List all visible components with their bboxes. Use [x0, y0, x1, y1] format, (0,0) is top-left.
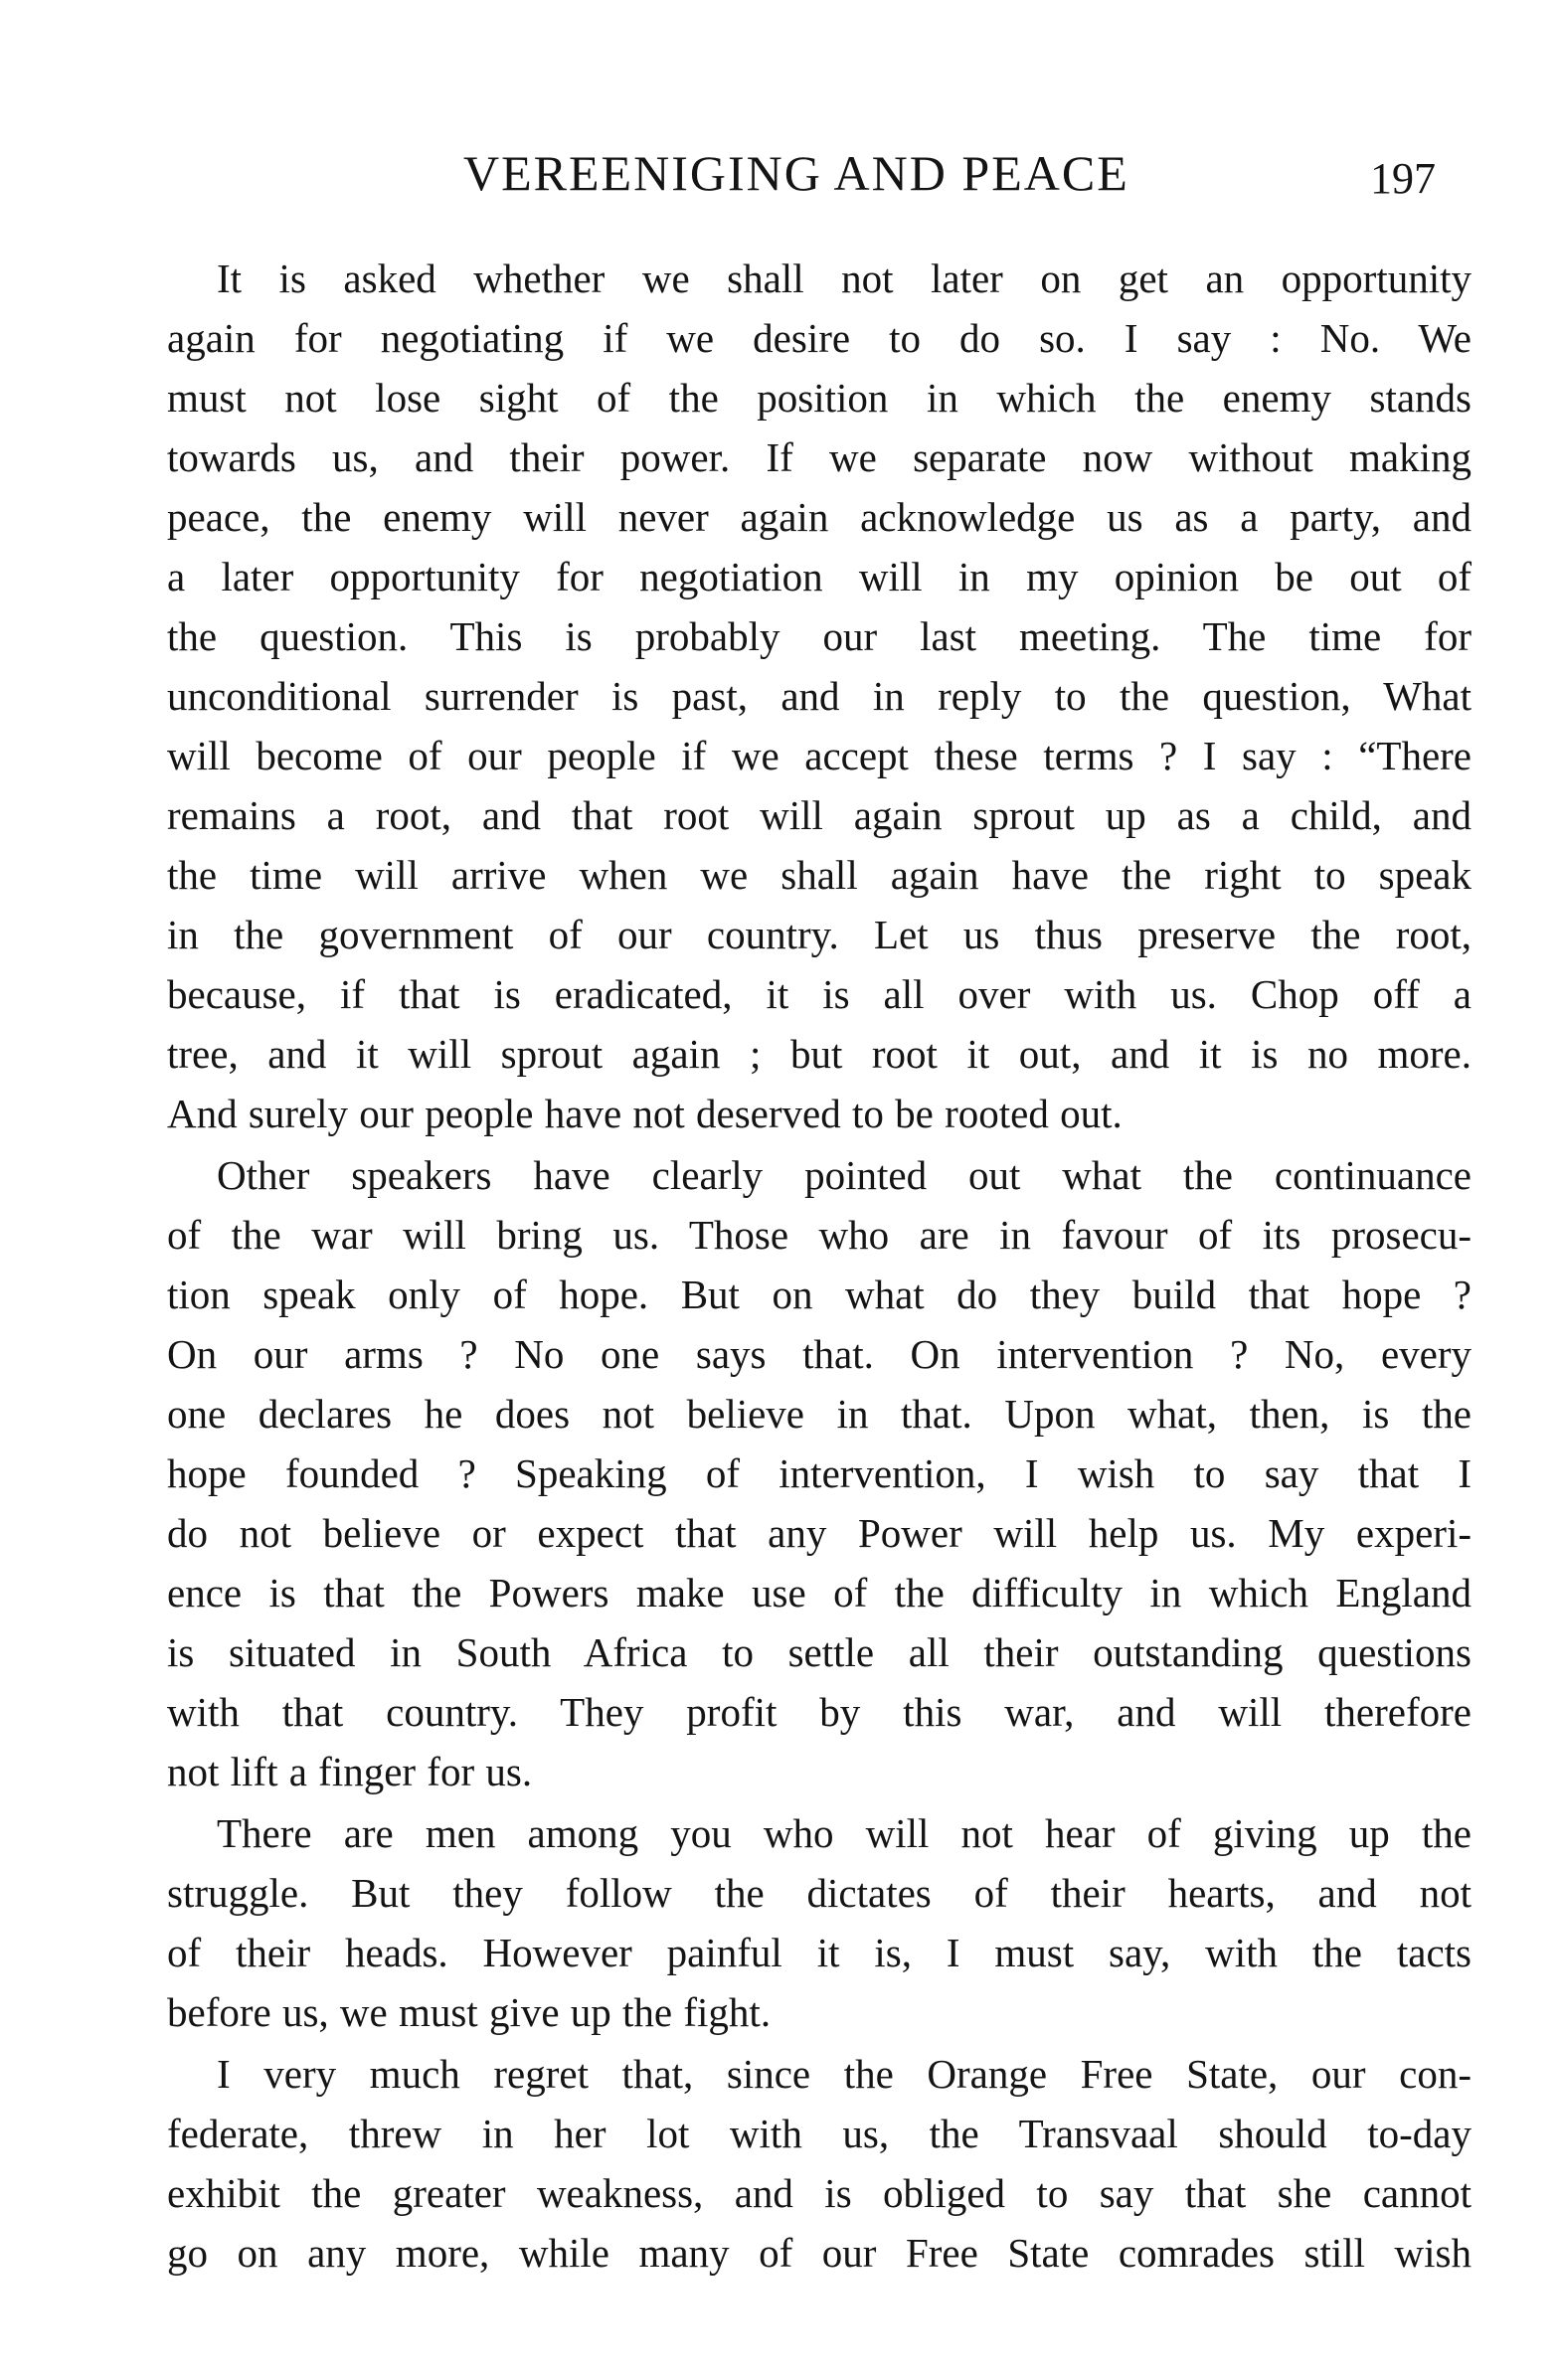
text-line: must not lose sight of the position in which the enemy stands: [167, 375, 1472, 421]
text-line: go on any more, while many of our Free State comrades still wish: [167, 2230, 1472, 2276]
page-number: 197: [1370, 154, 1436, 203]
text-line: tree, and it will sprout again ; but root it out, and it is no more.: [167, 1031, 1472, 1077]
text-line: the time will arrive when we shall again have the right to speak: [167, 852, 1472, 898]
text-line: is situated in South Africa to settle all their outstanding questions: [167, 1629, 1472, 1675]
text-line: peace, the enemy will never again acknowledge us as a party, and: [167, 494, 1472, 540]
body-text: [167, 249, 1472, 2285]
text-line: with that country. They profit by this war, and will therefore: [167, 1689, 1472, 1735]
paragraph: [167, 1145, 1472, 1801]
text-line: in the government of our country. Let us thus preserve the root,: [167, 912, 1472, 957]
text-line: of the war will bring us. Those who are in favour of its prosecu-: [167, 1212, 1472, 1258]
text-line: On our arms ? No one says that. On intervention ? No, every: [167, 1331, 1472, 1377]
text-line: federate, threw in her lot with us, the Transvaal should to-day: [167, 2111, 1472, 2156]
text-line: unconditional surrender is past, and in reply to the question, What: [167, 673, 1472, 719]
text-line: of their heads. However painful it is, I must say, with the tacts: [167, 1930, 1472, 1975]
text-line: because, if that is eradicated, it is all over with us. Chop off a: [167, 971, 1472, 1017]
running-head: [0, 133, 1559, 213]
text-line: It is asked whether we shall not later on get an opportunity: [217, 255, 1472, 301]
text-line: do not believe or expect that any Power will help us. My experi-: [167, 1510, 1472, 1556]
text-line: before us, we must give up the fight.: [167, 1989, 772, 2035]
paragraph: [167, 249, 1472, 1143]
running-title: VEREENIGING AND PEACE: [463, 145, 1129, 201]
text-line: again for negotiating if we desire to do so. I say : No. We: [167, 315, 1472, 361]
text-line: remains a root, and that root will again sprout up as a child, and: [167, 792, 1472, 838]
text-line: a later opportunity for negotiation will in my opinion be out of: [167, 554, 1472, 599]
text-line: Other speakers have clearly pointed out what the continuance: [217, 1152, 1472, 1198]
text-line: one declares he does not believe in that. Upon what, then, is the: [167, 1391, 1472, 1437]
text-line: the question. This is probably our last meeting. The time for: [167, 613, 1472, 659]
text-line: not lift a finger for us.: [167, 1749, 533, 1794]
text-line: struggle. But they follow the dictates of their hearts, and not: [167, 1870, 1472, 1916]
paragraph: [167, 2044, 1472, 2283]
text-line: tion speak only of hope. But on what do they build that hope ?: [167, 1272, 1472, 1317]
paragraph: [167, 1803, 1472, 2042]
text-line: I very much regret that, since the Orange Free State, our con-: [217, 2051, 1472, 2097]
text-line: There are men among you who will not hear of giving up the: [217, 1810, 1472, 1856]
text-line: And surely our people have not deserved to be rooted out.: [167, 1091, 1123, 1136]
text-line: exhibit the greater weakness, and is obliged to say that she cannot: [167, 2170, 1472, 2216]
text-line: ence is that the Powers make use of the difficulty in which England: [167, 1570, 1472, 1615]
text-line: will become of our people if we accept these terms ? I say : “There: [167, 733, 1472, 778]
text-line: towards us, and their power. If we separate now without making: [167, 434, 1472, 480]
text-line: hope founded ? Speaking of intervention, I wish to say that I: [167, 1450, 1472, 1496]
